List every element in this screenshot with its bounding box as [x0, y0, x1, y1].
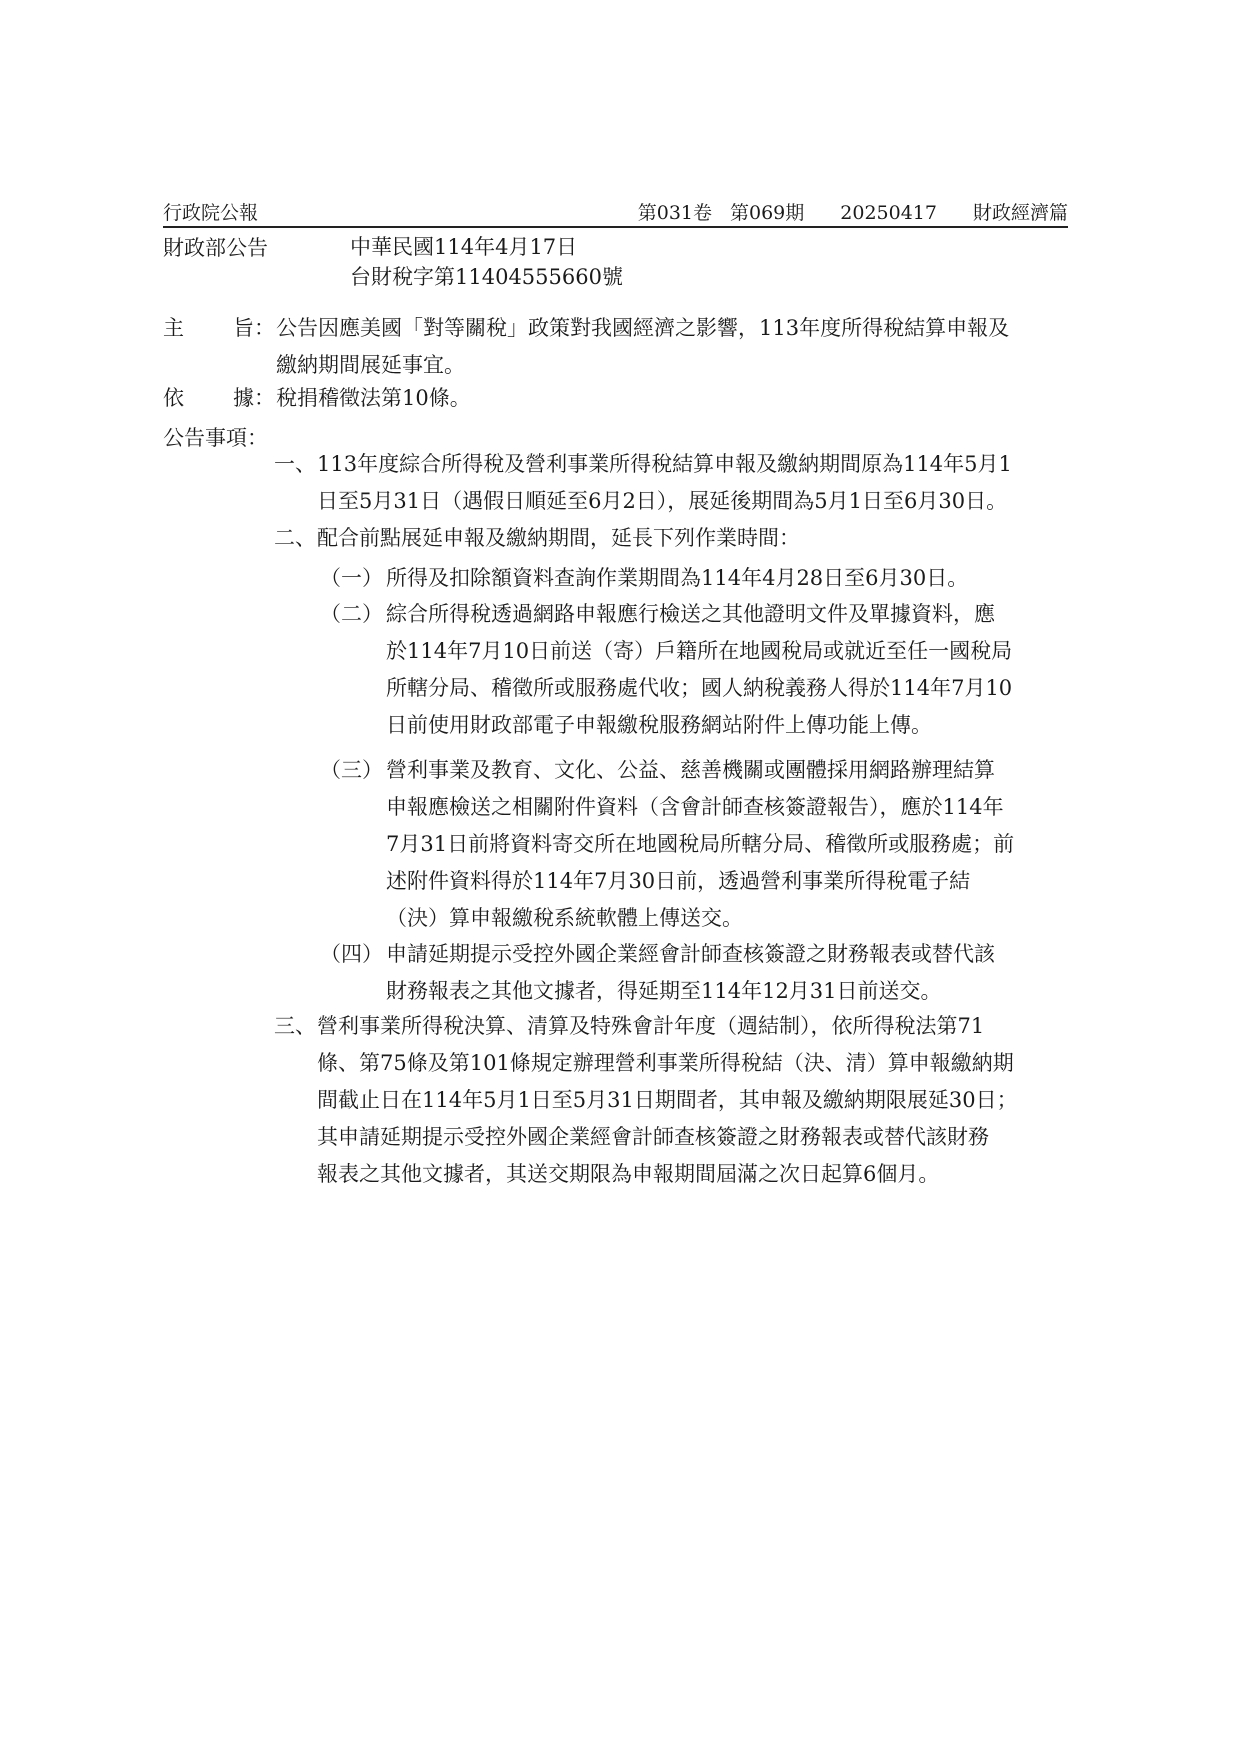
item-two-marker: 二、 — [274, 526, 316, 550]
gazette-header — [163, 196, 1068, 228]
item-three-marker: 三、 — [274, 1014, 316, 1038]
issuer: 財政部公告 — [163, 236, 268, 260]
item-two-text: 配合前點展延申報及繳納期間，延長下列作業時間： — [317, 526, 800, 550]
sub-four-marker: （四） — [320, 942, 383, 966]
notice-meta — [350, 232, 623, 292]
sub-three-marker: （三） — [320, 758, 383, 782]
section-name: 財政經濟篇 — [972, 202, 1068, 224]
basis-text: 稅捐稽徵法第10條。 — [276, 386, 471, 410]
items-label: 公告事項： — [163, 426, 268, 450]
notice-date: 中華民國114年4月17日 — [350, 235, 578, 259]
basis-label: 依 據： — [163, 386, 275, 410]
subject-label: 主 旨： — [163, 316, 275, 340]
sub-four-text: 申請延期提示受控外國企業經會計師查核簽證之財務報表或替代該 財務報表之其他文據者，得延期至114年12月31日前送交。 — [386, 942, 995, 1003]
header-meta — [620, 198, 1068, 225]
sub-two-marker: （二） — [320, 602, 383, 626]
item-three-text: 營利事業所得稅決算、清算及特殊會計年度（週結制），依所得稅法第71 條、第75條及第101條規定辦理營利事業所得稅結（決、清）算申報繳納期 間截止日在114年5月1日至5月31日期間者，其申報及繳納期限展延30日； 其申請延期提示受控外國企業經會計師查核簽證之財務報表或替代該財務 報表之其他文據者，其送交期限為申報期間屆滿之次日起算6個月。 — [317, 1014, 1018, 1186]
notice-doc-number: 台財稅字第11404555660號 — [350, 265, 623, 289]
sub-two-text: 綜合所得稅透過網路申報應行檢送之其他證明文件及單據資料，應 於114年7月10日前送（寄）戶籍所在地國稅局或就近至任一國稅局 所轄分局、稽徵所或服務處代收；國人納稅義務人得於114年7月10 日前使用財政部電子申報繳稅服務網站附件上傳功能上傳。 — [386, 602, 1013, 737]
volume-number: 第031卷 — [637, 202, 712, 224]
publish-date: 20250417 — [840, 202, 937, 224]
publication-name: 行政院公報 — [163, 202, 259, 224]
item-one-marker: 一、 — [274, 452, 316, 476]
sub-three-text: 營利事業及教育、文化、公益、慈善機關或團體採用網路辦理結算 申報應檢送之相關附件資料（含會計師查核簽證報告），應於114年 7月31日前將資料寄交所在地國稅局所轄分局、稽徵所或服務處；前 述附件資料得於114年7月30日前，透過營利事業所得稅電子結 （決）算申報繳稅系統軟體上傳送交。 — [386, 758, 1015, 930]
sub-one-text: 所得及扣除額資料查詢作業期間為114年4月28日至6月30日。 — [386, 566, 969, 590]
item-one-text: 113年度綜合所得稅及營利事業所得稅結算申報及繳納期間原為114年5月1 日至5月31日（遇假日順延至6月2日），展延後期間為5月1日至6月30日。 — [317, 452, 1012, 513]
subject-text: 公告因應美國「對等關稅」政策對我國經濟之影響，113年度所得稅結算申報及 繳納期間展延事宜。 — [276, 316, 1010, 377]
issue-number: 第069期 — [730, 202, 805, 224]
sub-one-marker: （一） — [320, 566, 383, 590]
